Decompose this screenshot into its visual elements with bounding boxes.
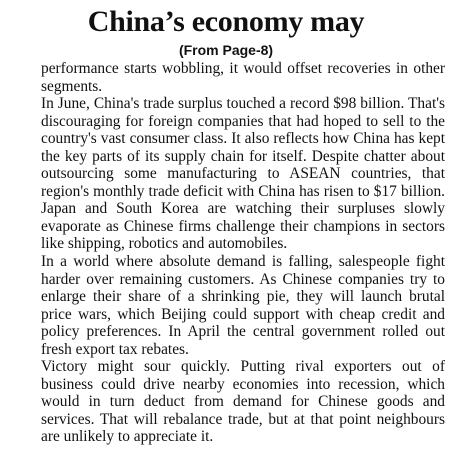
article-headline: China’s economy may [87,5,365,38]
article-body [41,60,445,446]
article-paragraph-1: performance starts wobbling, it would offset recoveries in other segments. [41,60,445,95]
article-paragraph-4: Victory might sour quickly. Putting rival exporters out of business could drive nearby economies into recession, which would in turn deduct from demand for Chinese goods and services. That will rebalance trade, but at that point neighbours are unlikely to appreciate it. [41,358,445,446]
article-paragraph-2: In June, China's trade surplus touched a record $98 billion. That's discouraging for foreign companies that had hoped to sell to the country's vast consumer class. It also reflects how China has kept the key parts of its supply chain for itself. Despite chatter about outsourcing some manufacturing to ASEAN countries, that region's monthly trade deficit with China has risen to $17 billion. Japan and South Korea are watching their surpluses slowly evaporate as Chinese firms challenge their champions in sectors like shipping, robotics and automobiles. [41,95,445,253]
continuation-note: (From Page-8) [178,42,274,58]
article-paragraph-3: In a world where absolute demand is falling, salespeople fight harder over remaining customers. As Chinese companies try to enlarge their share of a shrinking pie, they will launch brutal price wars, which Beijing could support with cheap credit and policy preferences. In April the central government rolled out fresh export tax rebates. [41,253,445,358]
